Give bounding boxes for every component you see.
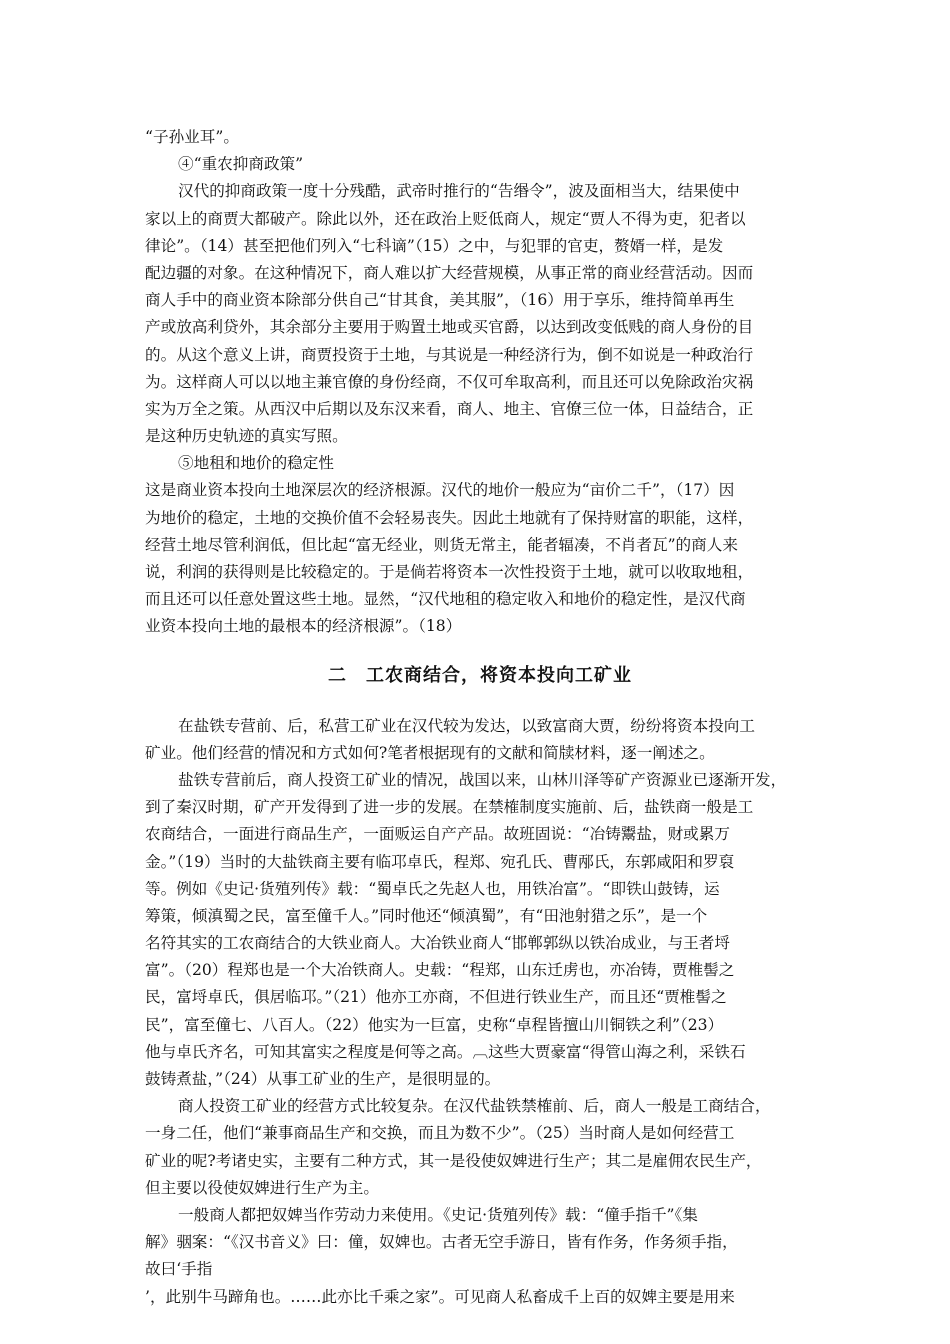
text-line: ’，此别牛马蹄角也。……此亦比千乘之家”。可见商人私畜成千上百的奴婢主要是用来 [145, 1287, 735, 1306]
text-line: 矿业。他们经营的情况和方式如何?笔者根据现有的文献和简牍材料，逐一阐述之。 [145, 743, 715, 762]
text-line: 故曰‘手指 [145, 1260, 213, 1279]
text-line: 经营土地尽管利润低，但比起“富无经业，则货无常主，能者辐凑，不肖者瓦”的商人来 [145, 535, 738, 554]
text-line: 而且还可以任意处置这些土地。显然，“汉代地租的稳定收入和地价的稳定性，是汉代商 [145, 590, 746, 609]
text-line: 律论”。（14）甚至把他们列入“七科谪”（15）之中，与犯罪的官吏，赘婿一样，是发 [145, 236, 724, 255]
text-line: 他与卓氏齐名，可知其富实之程度是何等之高。︹这些大贾豪富“得管山海之利，采铁石 [145, 1042, 746, 1061]
text-line: 家以上的商贾大都破产。除此以外，还在政治上贬低商人，规定“贾人不得为吏，犯者以 [145, 209, 746, 228]
text-line: 到了秦汉时期，矿产开发得到了进一步的发展。在禁榷制度实施前、后，盐铁商一般是工 [145, 798, 754, 817]
text-line: 盐铁专营前后，商人投资工矿业的情况，战国以来，山林川泽等矿产资源业已逐渐开发， [178, 770, 787, 789]
text-line: 一身二任，他们“兼事商品生产和交换，而且为数不少”。（25）当时商人是如何经营工 [145, 1124, 735, 1143]
text-line: 等。例如《史记·货殖列传》载：“蜀卓氏之先赵人也，用铁冶富”。“即铁山鼓铸，运 [145, 879, 720, 898]
section-one-body [145, 124, 815, 641]
text-line: 筹策，倾滇蜀之民，富至僮千人。”同时他还“倾滇蜀”，有“田池射猎之乐”，是一个 [145, 906, 708, 925]
text-line: 名符其实的工农商结合的大铁业商人。大冶铁业商人“邯郸郭纵以铁冶成业，与王者埒 [145, 934, 730, 953]
text-line: 是这种历史轨迹的真实写照。 [145, 427, 348, 446]
text-line: 汉代的抑商政策一度十分残酷，武帝时推行的“告缗令”，波及面相当大，结果使中 [178, 182, 740, 201]
text-line: “子孙业耳”。 [145, 128, 239, 146]
text-line: 说，利润的获得则是比较稳定的。于是倘若将资本一次性投资于土地，就可以收取地租， [145, 563, 754, 581]
text-line: 商人手中的商业资本除部分供自己“甘其食，美其服”，（16）用于享乐，维持简单再生 [145, 291, 735, 310]
text-line: 解》骃案：“《汉书音义》曰：僮，奴婢也。古者无空手游日，皆有作务，作务须手指， [145, 1233, 738, 1252]
text-line: 业资本投向土地的最根本的经济根源”。（18） [145, 617, 462, 636]
text-line: 农商结合，一面进行商品生产，一面贩运自产产品。故班固说：“冶铸鬻盐，财或累万 [145, 825, 730, 844]
text-line: 配边疆的对象。在这种情况下，商人难以扩大经营规模，从事正常的商业经营活动。因而 [145, 263, 754, 282]
text-line: 金。”（19）当时的大盐铁商主要有临邛卓氏，程郑、宛孔氏、曹邴氏，东郭咸阳和罗裒 [145, 852, 735, 871]
text-line: 鼓铸煮盐，”（24）从事工矿业的生产，是很明显的。 [145, 1070, 501, 1088]
text-line: 民”，富至僮七、八百人。（22）他实为一巨富，史称“卓程皆擅山川铜铁之利”（23） [145, 1015, 724, 1034]
document-page [145, 124, 815, 1311]
text-line: 这是商业资本投向土地深层次的经济根源。汉代的地价一般应为“亩价二千”，（17）因 [145, 481, 735, 500]
text-line: 为地价的稳定，土地的交换价值不会轻易丧失。因此土地就有了保持财富的职能，这样， [145, 508, 754, 527]
text-line: 但主要以役使奴婢进行生产为主。 [145, 1178, 379, 1197]
section-two-body [145, 713, 815, 1311]
text-line: ④“重农抑商政策” [178, 155, 304, 174]
text-line: 产或放高利贷外，其余部分主要用于购置土地或买官爵，以达到改变低贱的商人身份的目 [145, 318, 754, 337]
section-heading: 二 工农商结合，将资本投向工矿业 [328, 664, 632, 686]
text-line: 民，富埒卓氏，俱居临邛。”（21）他亦工亦商，不但进行铁业生产，而且还“贾椎髻之 [145, 988, 727, 1007]
text-line: 在盐铁专营前、后，私营工矿业在汉代较为发达，以致富商大贾，纷纷将资本投向工 [178, 716, 755, 735]
text-line: 商人投资工矿业的经营方式比较复杂。在汉代盐铁禁榷前、后，商人一般是工商结合， [178, 1097, 771, 1116]
text-line: 一般商人都把奴婢当作劳动力来使用。《史记·货殖列传》载：“僮手指千”《集 [178, 1205, 698, 1224]
text-line: 的。从这个意义上讲，商贾投资于土地，与其说是一种经济行为，倒不如说是一种政治行 [145, 345, 754, 364]
text-line: 实为万全之策。从西汉中后期以及东汉来看，商人、地主、官僚三位一体，日益结合，正 [145, 399, 754, 418]
text-line: ⑤地租和地价的稳定性 [178, 454, 334, 473]
text-line: 矿业的呢?考诸史实，主要有二种方式，其一是役使奴婢进行生产；其二是雇佣农民生产， [145, 1151, 762, 1170]
text-line: 富”。（20）程郑也是一个大冶铁商人。史载：“程郑，山东迁虏也，亦冶铸，贾椎髻之 [145, 961, 735, 980]
text-line: 为。这样商人可以以地主兼官僚的身份经商，不仅可牟取高利，而且还可以免除政治灾祸 [145, 372, 754, 391]
